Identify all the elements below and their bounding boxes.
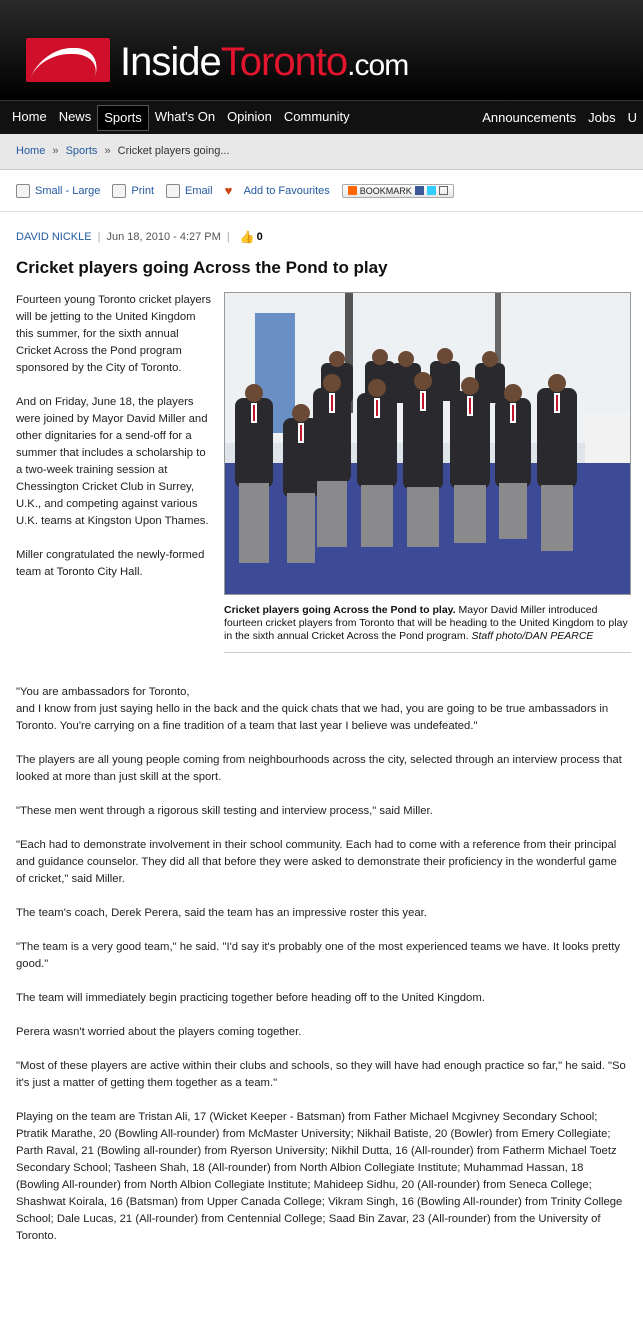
heart-icon: ♥: [224, 182, 233, 198]
favourites-label: Add to Favourites: [243, 184, 330, 197]
breadcrumb-home[interactable]: Home: [16, 145, 46, 157]
paragraph: "The team is a very good team," he said. "I'd say it's probably one of the most experienced teams we have. It looks pretty good.": [16, 941, 621, 970]
breadcrumb-sep: »: [104, 145, 111, 157]
nav-whats-on[interactable]: What's On: [154, 108, 216, 124]
bookmark-label: BOOKMARK: [359, 185, 412, 196]
photo-caption: [224, 604, 631, 643]
article-meta: [16, 230, 627, 244]
breadcrumb-current: Cricket players going...: [117, 145, 230, 157]
nav-news[interactable]: News: [58, 108, 92, 124]
paragraph: The team will immediately begin practicing together before heading off to the United Kingdom.: [16, 992, 485, 1004]
main-nav: [0, 100, 643, 134]
bookmark-icon: [348, 186, 357, 195]
logo-icon[interactable]: [26, 38, 110, 82]
paragraph: "Most of these players are active within their clubs and schools, so they will have had enough practice so far," he said. "So it's just a matter of getting them together as a team.": [16, 1060, 626, 1089]
publish-date: Jun 18, 2010 - 4:27 PM: [106, 231, 221, 243]
paragraph: "Each had to demonstrate involvement in their school community. Each had to come with a reference from their principal and guidance counselor. They did all that before they were asked to demonstrate their proficiency in the wonderful game of cricket," said Miller.: [16, 839, 617, 885]
article-body: [16, 684, 627, 1245]
thumbs-up-icon[interactable]: 👍: [239, 230, 255, 244]
paragraph: "These men went through a rigorous skill testing and interview process," said Miller.: [16, 805, 433, 817]
caption-text: Mayor David Miller introduced fourteen cricket players from Toronto that will be heading to the United Kingdom to play in the sixth annual Cricket Across the Pond program.: [224, 604, 628, 642]
site-header: [0, 0, 643, 100]
team-photo[interactable]: [224, 292, 631, 595]
intro-column: [16, 292, 214, 598]
nav-u[interactable]: U: [627, 109, 637, 125]
site-logo[interactable]: [120, 40, 408, 88]
meta-divider: |: [226, 231, 230, 243]
print-label: Print: [131, 184, 155, 197]
article: [0, 230, 643, 1245]
email-button[interactable]: [166, 184, 213, 198]
logo-toronto: Toronto: [220, 40, 348, 84]
logo-inside: Inside: [120, 40, 221, 84]
photo-credit: Staff photo/DAN PEARCE: [471, 630, 594, 642]
paragraph: and I know from just saying hello in the back and the quick chats that we had, you are going to be true ambassadors in Toronto. You're carrying on a fine tradition of a team that last year I believe was undefeated.": [16, 703, 609, 732]
breadcrumb-sep: »: [52, 145, 59, 157]
bookmark-button[interactable]: [342, 184, 454, 198]
text-size-label: Small - Large: [35, 184, 101, 197]
meta-divider: |: [97, 231, 101, 243]
author-link[interactable]: DAVID NICKLE: [16, 231, 92, 243]
breadcrumb-sports[interactable]: Sports: [65, 145, 98, 157]
quote-opening: "You are ambassadors for Toronto,: [16, 686, 190, 698]
paragraph: Miller congratulated the newly-formed team at Toronto City Hall.: [16, 549, 205, 578]
envelope-icon: [166, 184, 180, 198]
nav-opinion[interactable]: Opinion: [227, 108, 272, 124]
nav-community[interactable]: Community: [283, 108, 350, 124]
paragraph: Perera wasn't worried about the players coming together.: [16, 1026, 302, 1038]
email-label: Email: [185, 184, 213, 197]
logo-com: .com: [347, 49, 409, 82]
paragraph: Fourteen young Toronto cricket players will be jetting to the United Kingdom this summer, for the sixth annual Cricket Across the Pond program sponsored by the City of Toronto.: [16, 294, 212, 374]
paragraph: The players are all young people coming from neighbourhoods across the city, selected through an interview process that looked at more than just skill at the sport.: [16, 754, 622, 783]
nav-jobs[interactable]: Jobs: [588, 109, 616, 125]
text-size-button[interactable]: [16, 184, 100, 198]
nav-home[interactable]: Home: [12, 108, 47, 124]
like-count: 0: [256, 231, 263, 243]
paragraph: Playing on the team are Tristan Ali, 17 (Wicket Keeper - Batsman) from Father Michael Mcgivney Secondary School; Ptratik Marathe, 20 (Bowling All-rounder) from McMaster University; Nikhail Batiste, 20 (Bowler) from Emery Collegiate; Parth Raval, 21 (Bowling all-rounder) from Ryerson University; Nikhil Dutta, 16 (All-rounder) from Fatherm Michael Toetz Secondary School; Tasheen Shah, 18 (All-rounder) from North Albion Collegiate Institute; Muhammad Hassan, 18 (Bowling All-rounder) from North Albion Collegiate Institute; Mahideep Sidhu, 20 (All-rounder) from Seneca College; Shashwat Koirala, 16 (Batsman) from Upper Canada College; Vikram Singh, 16 (Bowling All-rounder) from Trinity College School; Dale Lucas, 21 (All-rounder) from Centennial College; Saad Bin Zavar, 23 (All-rounder) from the University of Toronto.: [16, 1111, 623, 1242]
mail-icon: [439, 186, 448, 195]
facebook-icon: [415, 186, 424, 195]
paragraph: The team's coach, Derek Perera, said the team has an impressive roster this year.: [16, 907, 427, 919]
caption-divider: [224, 652, 631, 653]
breadcrumb: [0, 134, 643, 170]
printer-icon: [112, 184, 126, 198]
caption-title: Cricket players going Across the Pond to play.: [224, 604, 456, 616]
text-size-icon: [16, 184, 30, 198]
article-lead: [16, 292, 627, 684]
print-button[interactable]: [112, 184, 154, 198]
nav-sports[interactable]: Sports: [97, 105, 149, 131]
article-title: Cricket players going Across the Pond to play: [16, 258, 388, 277]
team-photo-image: [225, 293, 631, 595]
article-toolbar: [0, 170, 643, 212]
paragraph: And on Friday, June 18, the players were joined by Mayor David Miller and other dignitaries for a send-off for a summer that includes a scholarship to a two-week training session at Chessington Cricket Club in Surrey, U.K., and competing against various U.K. teams at Kingston Upon Thames.: [16, 396, 209, 527]
add-favourites-button[interactable]: [225, 184, 330, 198]
nav-announcements[interactable]: Announcements: [482, 109, 577, 125]
twitter-icon: [427, 186, 436, 195]
